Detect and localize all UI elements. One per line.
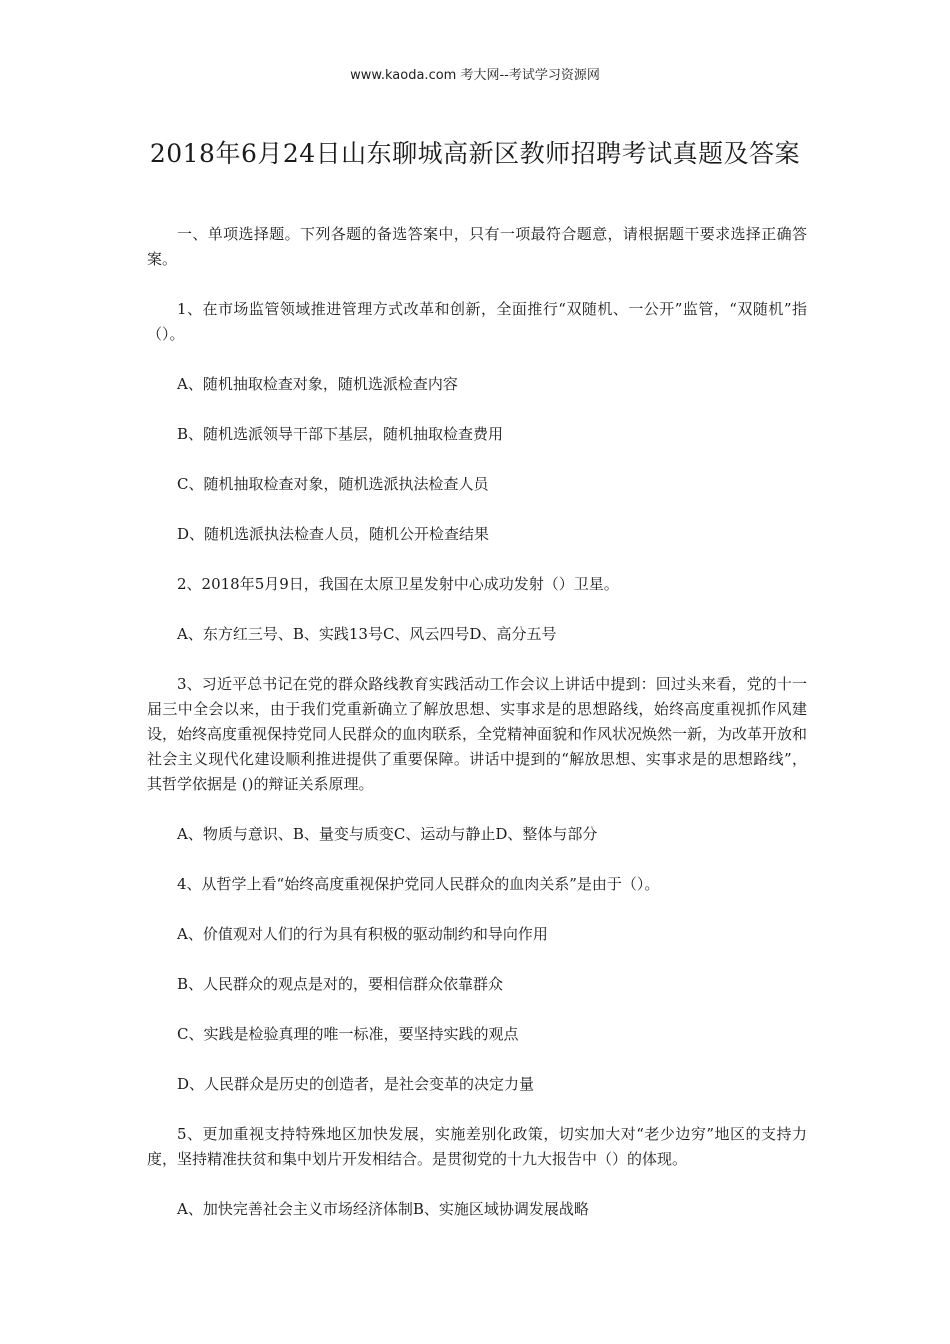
question-1-option-d: D、随机选派执法检查人员，随机公开检查结果 bbox=[177, 525, 490, 543]
section-instruction: 一、单项选择题。下列各题的备选答案中，只有一项最符合题意，请根据题干要求选择正确答案。 bbox=[147, 225, 807, 268]
question-1-option-b: B、随机选派领导干部下基层，随机抽取检查费用 bbox=[177, 425, 504, 443]
question-4-option-b: B、人民群众的观点是对的，要相信群众依靠群众 bbox=[177, 975, 504, 993]
question-5: 5、更加重视支持特殊地区加快发展，实施差别化政策，切实加大对“老少边穷”地区的支持力度，坚持精准扶贫和集中划片开发相结合。是贯彻党的十九大报告中（）的体现。 bbox=[147, 1125, 807, 1168]
question-4-option-d: D、人民群众是历史的创造者，是社会变革的决定力量 bbox=[177, 1075, 535, 1093]
question-4-option-a: A、价值观对人们的行为具有积极的驱动制约和导向作用 bbox=[177, 925, 548, 943]
question-2: 2、2018年5月9日，我国在太原卫星发射中心成功发射（）卫星。 bbox=[177, 575, 619, 593]
question-1-option-a: A、随机抽取检查对象，随机选派检查内容 bbox=[177, 375, 458, 393]
question-2-options: A、东方红三号、B、实践13号C、风云四号D、高分五号 bbox=[177, 625, 557, 643]
question-4-option-c: C、实践是检验真理的唯一标准，要坚持实践的观点 bbox=[177, 1025, 519, 1043]
document-title: 2018年6月24日山东聊城高新区教师招聘考试真题及答案 bbox=[149, 139, 801, 168]
question-4: 4、从哲学上看“始终高度重视保护党同人民群众的血肉关系”是由于（）。 bbox=[177, 875, 660, 893]
question-1: 1、在市场监管领域推进管理方式改革和创新，全面推行“双随机、一公开”监管，“双随机”指（）。 bbox=[147, 300, 807, 343]
question-1-option-c: C、随机抽取检查对象，随机选派执法检查人员 bbox=[177, 475, 489, 493]
site-header: www.kaoda.com 考大网--考试学习资源网 bbox=[350, 68, 600, 83]
question-5-options: A、加快完善社会主义市场经济体制B、实施区域协调发展战略 bbox=[177, 1200, 589, 1218]
document-body bbox=[147, 222, 807, 1247]
question-3-options: A、物质与意识、B、量变与质变C、运动与静止D、整体与部分 bbox=[177, 825, 598, 843]
question-3: 3、习近平总书记在党的群众路线教育实践活动工作会议上讲话中提到：回过头来看，党的十一届三中全会以来，由于我们党重新确立了解放思想、实事求是的思想路线，始终高度重视抓作风建设，始终高度重视保持党同人民群众的血肉联系，全党精神面貌和作风状况焕然一新，为改革开放和社会主义现代化建设顺利推进提供了重要保障。讲话中提到的“解放思想、实事求是的思想路线”，其哲学依据是 ()的辩证关系原理。 bbox=[147, 675, 808, 793]
